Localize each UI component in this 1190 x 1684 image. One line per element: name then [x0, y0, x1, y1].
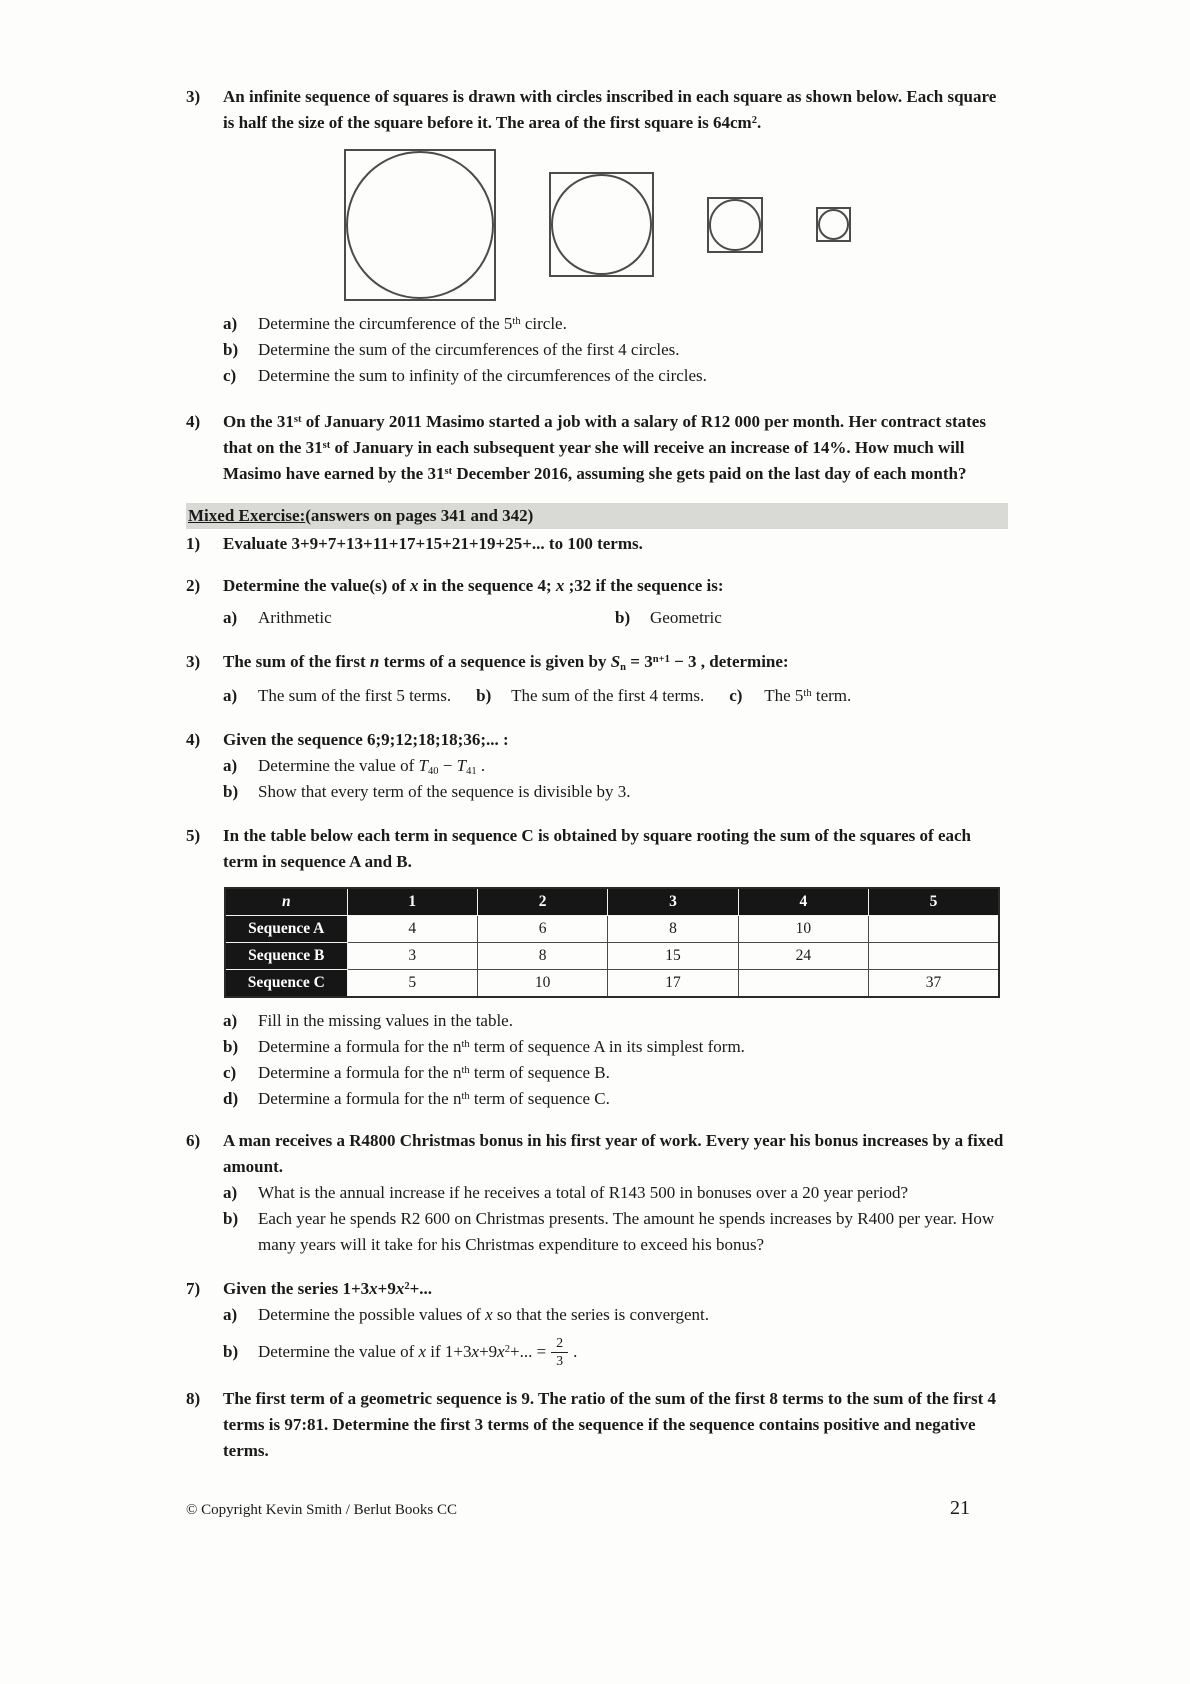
table-cell: 10 — [738, 916, 868, 943]
question-text: In the table below each term in sequence C is obtained by square rooting the sum of the squares of each term in sequence A and B. — [223, 826, 972, 871]
part-label: c) — [223, 366, 237, 385]
mixed-question-5-part-a — [223, 1008, 1008, 1034]
row-label-sequence-b: Sequence B — [225, 943, 347, 970]
mixed-question-7-part-b — [223, 1330, 1008, 1374]
question-4-number: 4) — [186, 412, 201, 431]
mixed-question-8 — [186, 1386, 1008, 1464]
mixed-question-5-part-b — [223, 1034, 1008, 1060]
part-text: Each year he spends R2 600 on Christmas presents. The amount he spends increases by R400 per year. How many years will it take for his Christmas expenditure to exceed his bonus? — [258, 1209, 995, 1254]
table-cell: 17 — [608, 970, 738, 998]
part-label: a) — [223, 756, 238, 775]
part-label: a) — [223, 1011, 238, 1030]
table-header-n: n — [225, 888, 347, 916]
mixed-question-3-part-a — [223, 683, 451, 709]
table-cell: 8 — [477, 943, 607, 970]
question-3-part-c — [223, 363, 1008, 389]
part-label: b) — [223, 1037, 239, 1056]
part-label: a) — [223, 1305, 238, 1324]
inscribed-circle-4 — [818, 209, 849, 240]
inscribed-circle-3 — [709, 199, 761, 251]
question-4-text: On the 31st of January 2011 Masimo started a job with a salary of R12 000 per month. Her contract states that on the 31st of January in each subsequent year she will receive an increase of 14%. How much will Masimo have earned by the 31st December 2016, assuming she gets paid on the last day of each month? — [223, 412, 986, 483]
part-label: b) — [223, 340, 239, 359]
part-label: a) — [223, 608, 238, 627]
mixed-exercise-note: (answers on pages 341 and 342) — [305, 506, 534, 525]
mixed-question-7 — [186, 1276, 1008, 1302]
sequence-table-wrap — [224, 887, 1008, 998]
question-text: A man receives a R4800 Christmas bonus in his first year of work. Every year his bonus increases by a fixed amount. — [223, 1131, 1004, 1176]
table-cell — [869, 916, 999, 943]
mixed-exercise-title: Mixed Exercise: — [188, 506, 306, 525]
table-header-3: 3 — [608, 888, 738, 916]
question-number: 6) — [186, 1131, 201, 1150]
part-text: Determine the possible values of x so that the series is convergent. — [258, 1305, 710, 1324]
inscribed-circle-1 — [346, 151, 494, 299]
part-text: The sum of the first 4 terms. — [511, 686, 705, 705]
part-text-after: . — [573, 1342, 578, 1361]
table-cell: 5 — [347, 970, 477, 998]
mixed-exercise-header — [186, 503, 1008, 529]
mixed-question-2-part-a — [223, 605, 615, 631]
part-text: Determine the value of $T_{40} - T_{41}$ . — [258, 756, 486, 777]
question-4 — [186, 409, 1008, 487]
question-text: The sum of the first n terms of a sequence is given by $S_n = 3^{n+1} - 3$ , determine: — [223, 652, 789, 673]
part-label: a) — [223, 686, 238, 705]
question-3-part-b — [223, 337, 1008, 363]
question-number: 3) — [186, 652, 201, 671]
row-label-sequence-a: Sequence A — [225, 916, 347, 943]
mixed-question-5-part-d — [223, 1086, 1008, 1112]
table-cell: 3 — [347, 943, 477, 970]
table-cell: 6 — [477, 916, 607, 943]
mixed-question-1 — [186, 531, 1008, 557]
table-header-2: 2 — [477, 888, 607, 916]
figure-square-3 — [707, 197, 763, 253]
mixed-question-3-part-c — [729, 683, 851, 709]
question-3 — [186, 84, 1008, 136]
table-cell: 10 — [477, 970, 607, 998]
part-label: b) — [223, 1209, 239, 1228]
sequence-table — [224, 887, 1000, 998]
part-text: Determine the circumference of the 5th circle. — [258, 314, 567, 333]
part-text: Determine the sum to infinity of the circumferences of the circles. — [258, 366, 707, 385]
page-content — [186, 84, 1008, 1464]
table-cell — [738, 970, 868, 998]
part-label: c) — [729, 686, 743, 705]
mixed-question-3-part-b — [476, 683, 704, 709]
mixed-question-5-part-c — [223, 1060, 1008, 1086]
squares-circles-figure — [344, 148, 1008, 301]
table-cell — [869, 943, 999, 970]
table-row-sequence-b — [225, 943, 999, 970]
mixed-question-6-part-b — [223, 1206, 1008, 1258]
mixed-question-5 — [186, 823, 1008, 875]
part-text: Determine the value of x if $1+3x+9x^2+$... = — [258, 1342, 547, 1361]
mixed-question-6 — [186, 1128, 1008, 1180]
part-label: d) — [223, 1089, 239, 1108]
question-text: Evaluate 3+9+7+13+11+17+15+21+19+25+... to 100 terms. — [223, 534, 643, 553]
mixed-question-7-part-a — [223, 1302, 1008, 1328]
part-text: Show that every term of the sequence is divisible by 3. — [258, 782, 631, 801]
mixed-question-2-parts — [223, 605, 1008, 631]
table-cell: 37 — [869, 970, 999, 998]
mixed-question-4-part-b — [223, 779, 1008, 805]
question-number: 1) — [186, 534, 201, 553]
mixed-question-2-part-b — [615, 605, 722, 631]
question-3-number: 3) — [186, 87, 201, 106]
fraction-two-thirds — [551, 1335, 568, 1370]
question-3-part-a — [223, 311, 1008, 337]
part-label: a) — [223, 314, 238, 333]
table-header-1: 1 — [347, 888, 477, 916]
part-text: Fill in the missing values in the table. — [258, 1011, 513, 1030]
question-number: 8) — [186, 1389, 201, 1408]
mixed-question-3 — [186, 649, 1008, 675]
question-number: 5) — [186, 826, 201, 845]
part-label: b) — [615, 608, 631, 627]
table-row-sequence-a — [225, 916, 999, 943]
part-label: a) — [223, 1183, 238, 1202]
figure-square-1 — [344, 149, 496, 301]
question-number: 4) — [186, 730, 201, 749]
table-header-row — [225, 888, 999, 916]
mixed-question-3-parts — [223, 683, 1008, 709]
part-text: Determine the sum of the circumferences of the first 4 circles. — [258, 340, 680, 359]
page-number: 21 — [950, 1497, 970, 1519]
figure-square-4 — [816, 207, 851, 242]
row-label-sequence-c: Sequence C — [225, 970, 347, 998]
mixed-question-4 — [186, 727, 1008, 753]
part-label: b) — [223, 1342, 239, 1361]
page-footer — [186, 1497, 1008, 1520]
part-text: The sum of the first 5 terms. — [258, 686, 452, 705]
table-row-sequence-c — [225, 970, 999, 998]
mixed-question-4-part-a — [223, 753, 1008, 779]
fraction-denominator: 3 — [556, 1353, 564, 1369]
part-text: What is the annual increase if he receives a total of R143 500 in bonuses over a 20 year period? — [258, 1183, 909, 1202]
question-text: Given the sequence 6;9;12;18;18;36;... : — [223, 730, 509, 749]
table-header-4: 4 — [738, 888, 868, 916]
table-cell: 8 — [608, 916, 738, 943]
question-number: 7) — [186, 1279, 201, 1298]
table-cell: 24 — [738, 943, 868, 970]
table-cell: 4 — [347, 916, 477, 943]
table-cell: 15 — [608, 943, 738, 970]
question-text: The first term of a geometric sequence is 9. The ratio of the sum of the first 8 terms to the sum of the first 4 terms is 97:81. Determine the first 3 terms of the sequence if the sequence contains positive and negative terms. — [223, 1389, 997, 1460]
part-label: b) — [223, 782, 239, 801]
question-number: 2) — [186, 576, 201, 595]
part-text: Determine a formula for the $n^{th}$ term of sequence A in its simplest form. — [258, 1037, 745, 1056]
part-text: Determine a formula for the $n^{th}$ term of sequence B. — [258, 1063, 610, 1082]
inscribed-circle-2 — [551, 174, 652, 275]
part-text: Geometric — [650, 608, 722, 627]
figure-square-2 — [549, 172, 654, 277]
fraction-numerator: 2 — [551, 1335, 568, 1353]
question-text: Determine the value(s) of x in the sequence 4; x ;32 if the sequence is: — [223, 576, 724, 595]
mixed-question-2 — [186, 573, 1008, 599]
mixed-question-6-part-a — [223, 1180, 1008, 1206]
part-label: b) — [476, 686, 492, 705]
part-label: c) — [223, 1063, 237, 1082]
table-header-5: 5 — [869, 888, 999, 916]
question-3-text: An infinite sequence of squares is drawn with circles inscribed in each square as shown below. Each square is half the size of the square before it. The area of the first square is $64cm^2$. — [223, 87, 997, 132]
copyright-text: © Copyright Kevin Smith / Berlut Books CC — [186, 1502, 457, 1518]
part-text: The 5th term. — [764, 686, 852, 705]
part-text: Arithmetic — [258, 608, 332, 627]
question-text: Given the series $1+3x+9x^2+$... — [223, 1279, 433, 1298]
part-text: Determine a formula for the $n^{th}$ term of sequence C. — [258, 1089, 610, 1108]
